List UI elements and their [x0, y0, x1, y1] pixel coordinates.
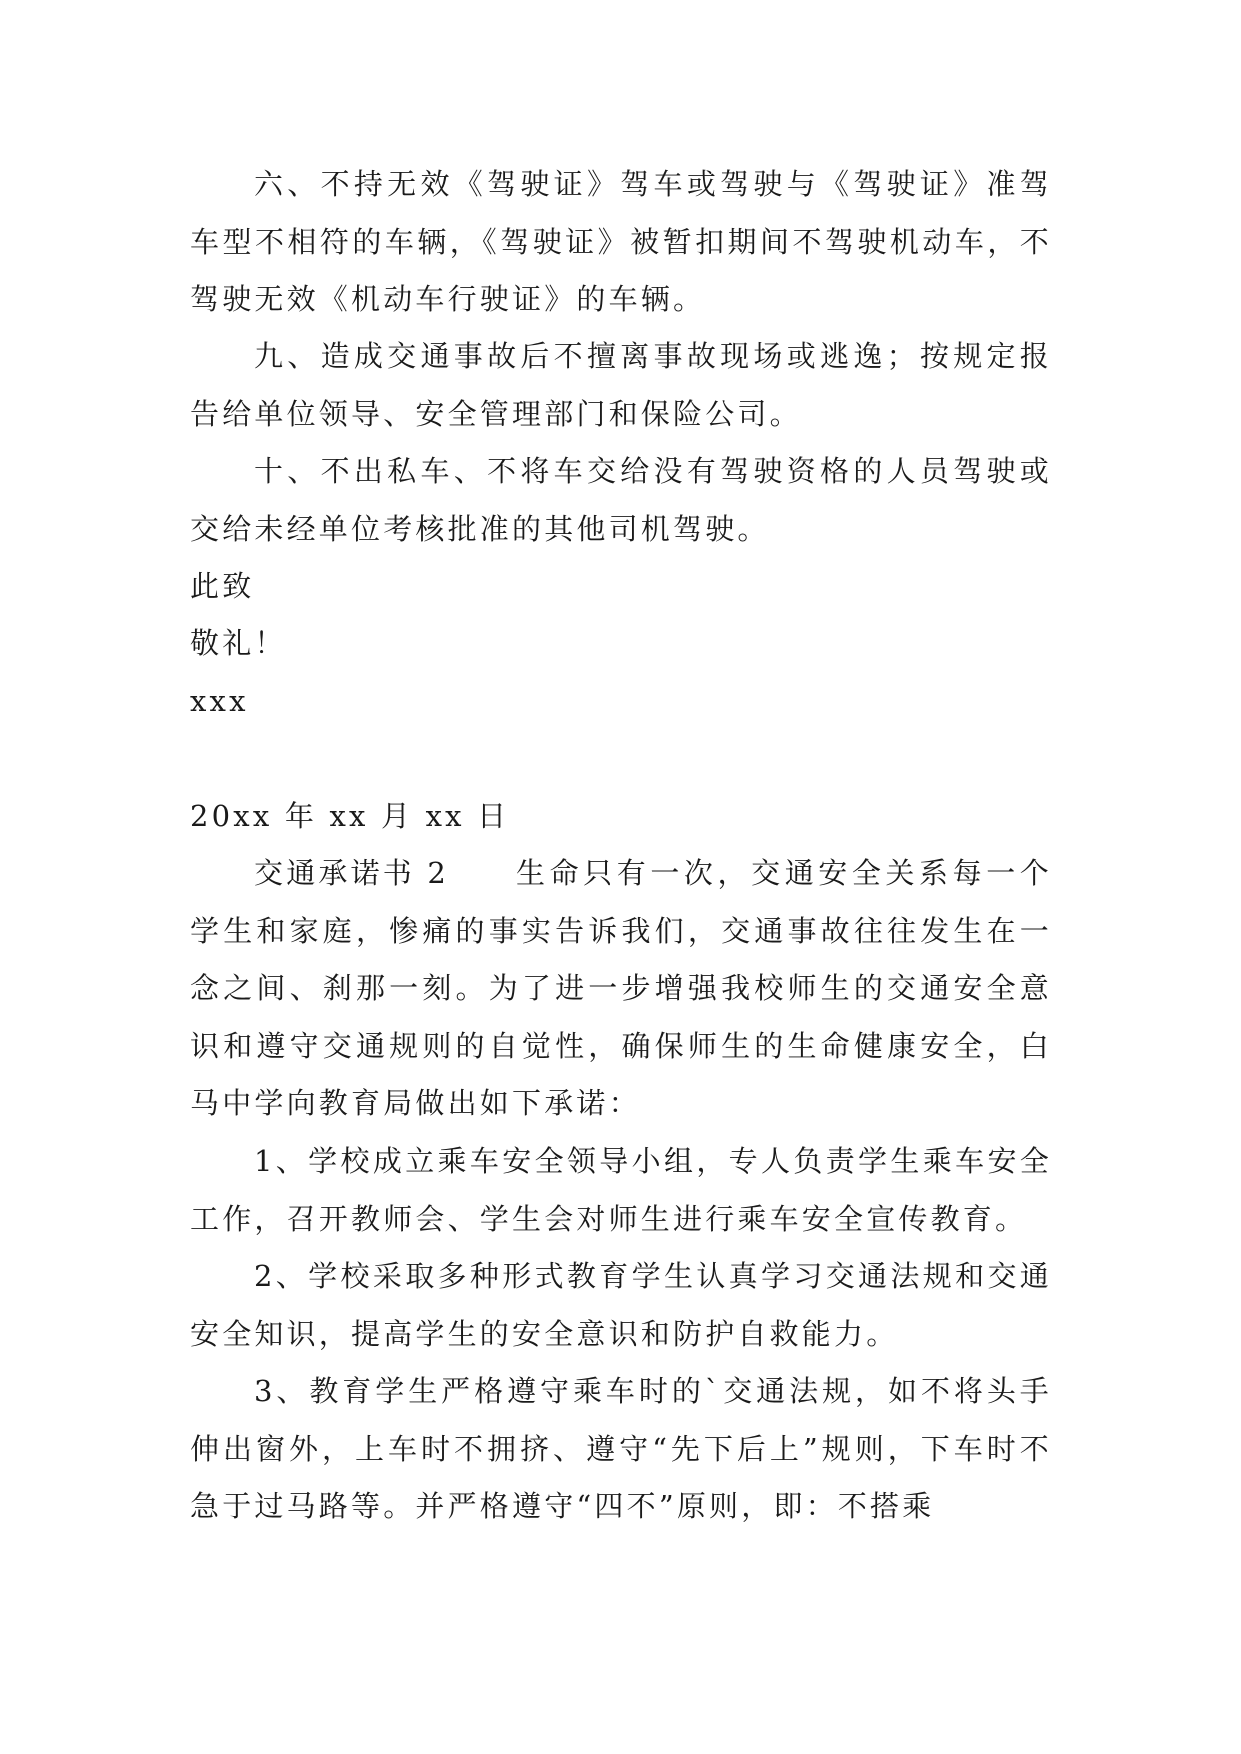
- paragraph-nine: 九、造成交通事故后不擅离事故现场或逃逸；按规定报告给单位领导、安全管理部门和保险公司。: [190, 339, 1052, 431]
- closing-regards: 敬礼！: [190, 626, 287, 660]
- list-item-2: 2、学校采取多种形式教育学生认真学习交通法规和交通安全知识，提高学生的安全意识和防护自救能力。: [190, 1259, 1052, 1351]
- section-heading: 交通承诺书 2: [254, 856, 450, 890]
- list-item-1: 1、学校成立乘车安全领导小组，专人负责学生乘车安全工作，召开教师会、学生会对师生进行乘车安全宣传教育。: [190, 1144, 1052, 1236]
- signature: xxx: [190, 684, 249, 718]
- closing-salutation: 此致: [190, 569, 255, 603]
- intro-paragraph: 生命只有一次，交通安全关系每一个学生和家庭，惨痛的事实告诉我们，交通事故往往发生在一念之间、刹那一刻。为了进一步增强我校师生的交通安全意识和遵守交通规则的自觉性，确保师生的生命健康安全，白马中学向教育局做出如下承诺：: [190, 856, 1052, 1120]
- date-line: 20xx 年 xx 月 xx 日: [190, 799, 510, 833]
- paragraph-ten: 十、不出私车、不将车交给没有驾驶资格的人员驾驶或交给未经单位考核批准的其他司机驾驶。: [190, 454, 1052, 546]
- list-item-3: 3、教育学生严格遵守乘车时的`交通法规，如不将头手伸出窗外，上车时不拥挤、遵守“先下后上”规则，下车时不急于过马路等。并严格遵守“四不”原则，即：不搭乘: [190, 1374, 1052, 1523]
- paragraph-six: 六、不持无效《驾驶证》驾车或驾驶与《驾驶证》准驾车型不相符的车辆，《驾驶证》被暂扣期间不驾驶机动车，不驾驶无效《机动车行驶证》的车辆。: [190, 167, 1052, 316]
